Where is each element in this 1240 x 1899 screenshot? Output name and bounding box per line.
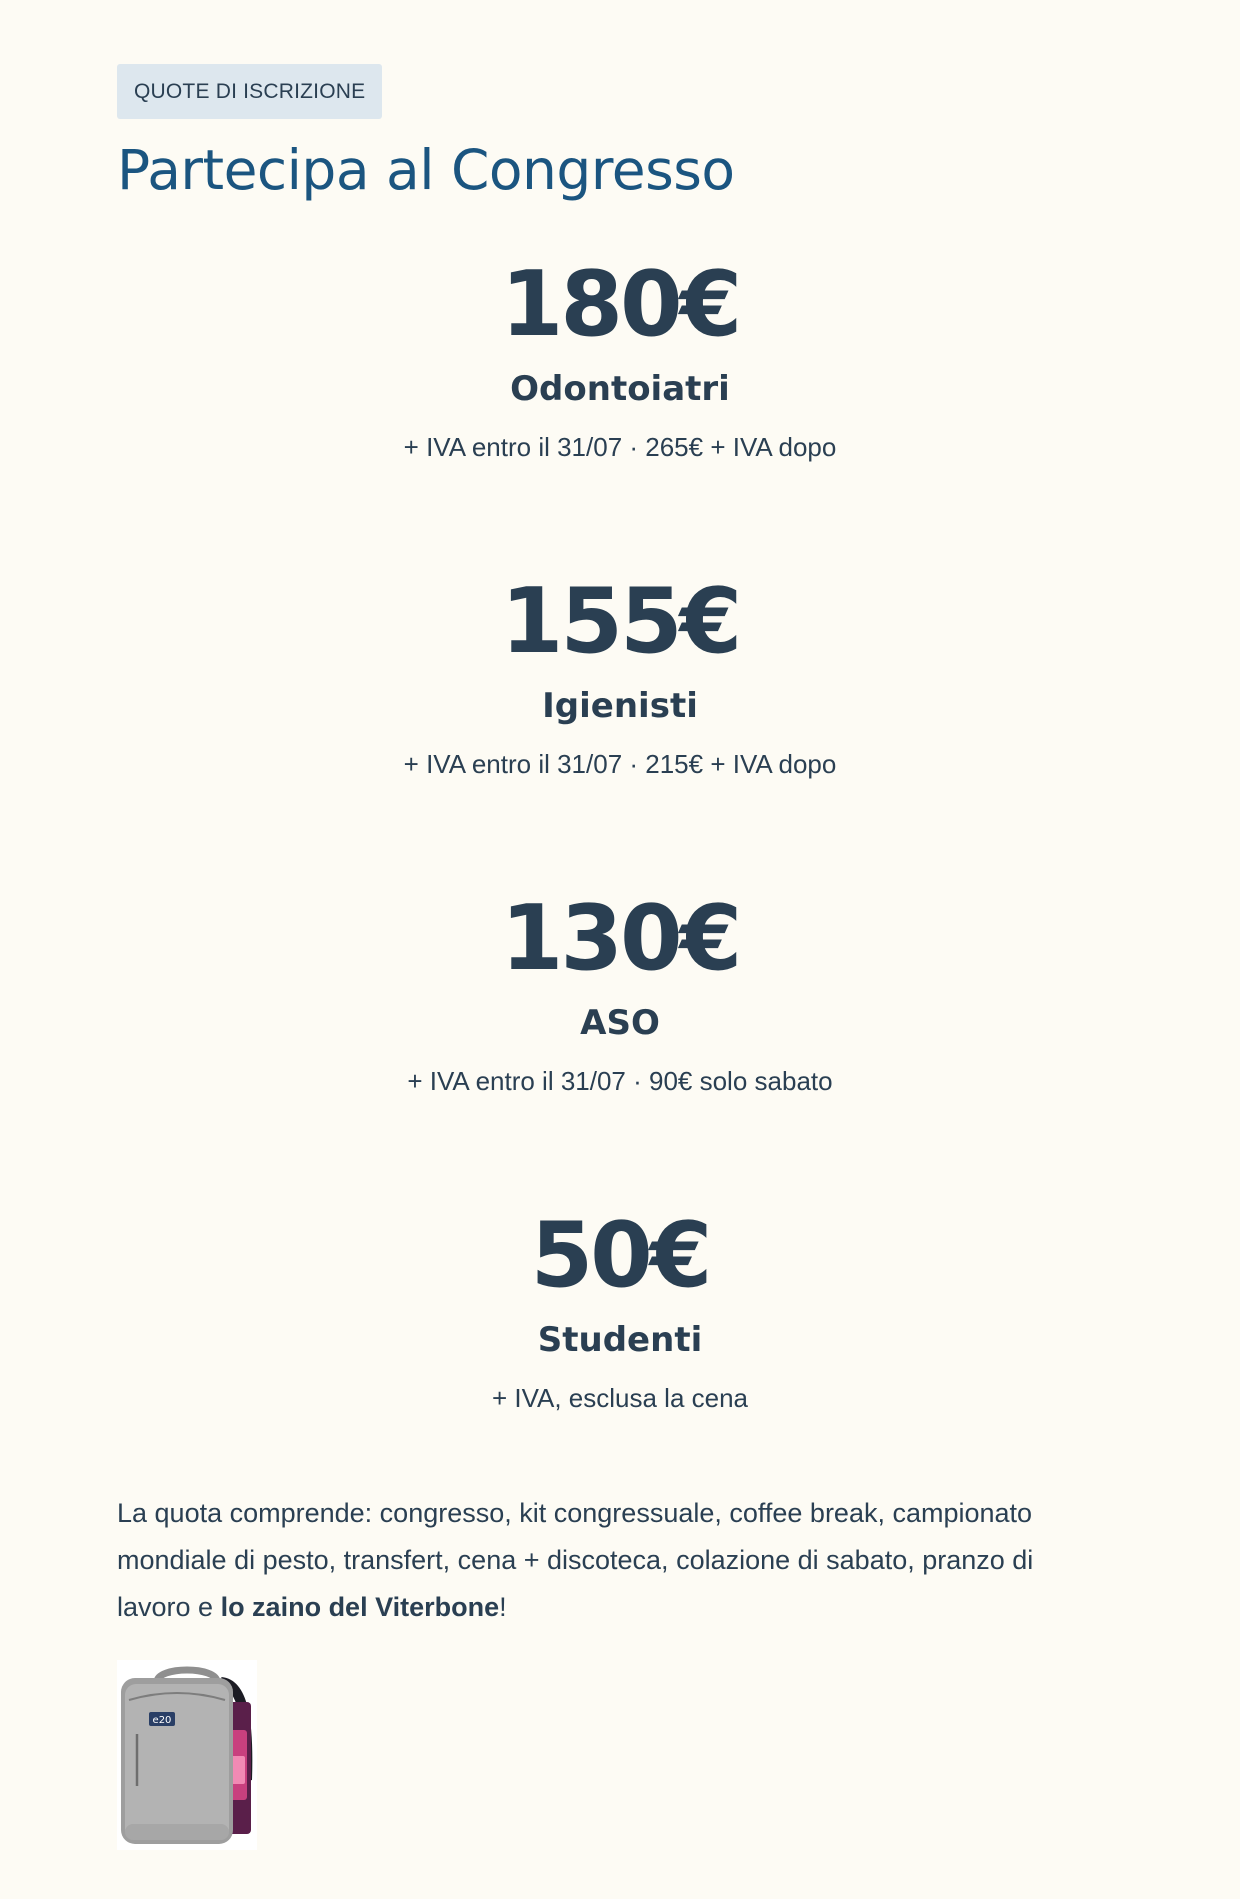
price-amount: 130€ (500, 886, 740, 991)
price-amount: 50€ (530, 1203, 710, 1308)
fee-description-suffix: ! (499, 1592, 507, 1622)
price-tier-aso (117, 886, 1123, 1099)
price-role: Odontoiatri (510, 369, 730, 409)
price-tier-odontoiatri (117, 252, 1123, 465)
price-tier-igienisti (117, 569, 1123, 782)
price-tier-studenti (117, 1203, 1123, 1416)
price-role: Igienisti (542, 686, 698, 726)
section-title: Partecipa al Congresso (117, 138, 735, 202)
price-note: + IVA entro il 31/07 · 265€ + IVA dopo (403, 432, 837, 462)
backpack-logo: e20 (152, 1715, 172, 1726)
fee-description (117, 1490, 1077, 1631)
section-tag: QUOTE DI ISCRIZIONE (117, 64, 382, 119)
price-role: Studenti (537, 1320, 703, 1360)
fee-description-highlight: lo zaino del Viterbone (220, 1592, 500, 1622)
price-amount: 180€ (500, 252, 740, 357)
price-note: + IVA entro il 31/07 · 215€ + IVA dopo (403, 749, 837, 779)
price-note: + IVA, esclusa la cena (491, 1383, 749, 1413)
backpack-image (117, 1660, 257, 1850)
price-note: + IVA entro il 31/07 · 90€ solo sabato (407, 1066, 833, 1096)
price-role: ASO (580, 1003, 660, 1043)
price-amount: 155€ (500, 569, 740, 674)
fee-description-text: La quota comprende: congresso, kit congressuale, coffee break, campionato mondiale di pesto, transfert, cena + discoteca, colazione di sabato, pranzo di lavoro e (117, 1498, 1034, 1622)
